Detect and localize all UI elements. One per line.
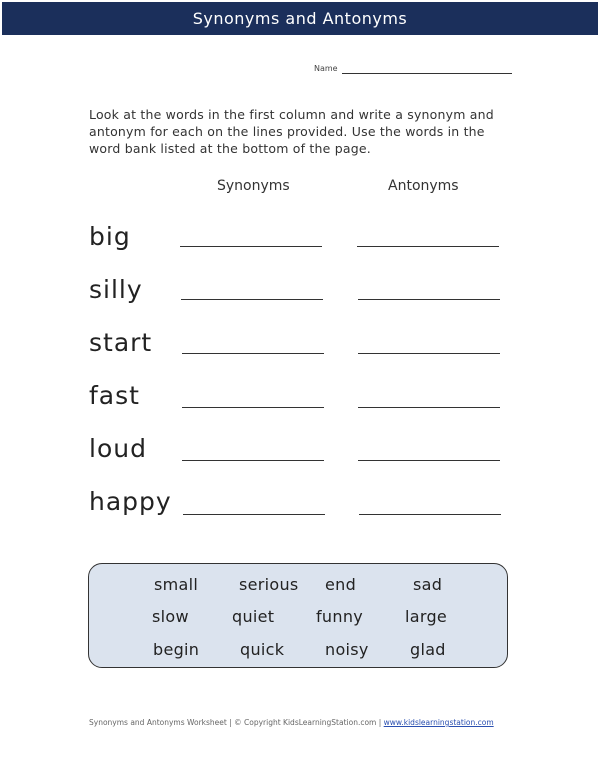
synonym-line-loud (182, 460, 324, 461)
footer-link[interactable]: www.kidslearningstation.com (383, 718, 494, 727)
bank-word-large: large (405, 607, 448, 626)
bank-word-funny: funny (316, 607, 364, 626)
footer (89, 718, 494, 727)
antonym-line-fast (358, 407, 500, 408)
bank-word-sad: sad (413, 575, 443, 594)
bank-word-quiet: quiet (232, 607, 275, 626)
bank-word-end: end (325, 575, 357, 594)
antonym-line-happy (359, 514, 501, 515)
antonym-line-silly (358, 299, 500, 300)
bank-word-slow: slow (152, 607, 189, 626)
synonym-line-silly (181, 299, 323, 300)
name-line (342, 73, 512, 74)
word-fast: fast (89, 381, 140, 410)
footer-copyright: Synonyms and Antonyms Worksheet | © Copyright KidsLearningStation.com | (89, 718, 384, 727)
word-happy: happy (89, 487, 172, 516)
synonym-line-start (182, 353, 324, 354)
instructions: Look at the words in the first column and write a synonym and antonym for each on the lines provided. Use the words in the word bank listed at the bottom of the page. (89, 107, 494, 156)
word-big: big (89, 222, 131, 251)
name-label: Name (314, 64, 338, 73)
synonym-line-big (180, 246, 322, 247)
antonym-line-big (357, 246, 499, 247)
worksheet-title: Synonyms and Antonyms (2, 2, 598, 35)
bank-word-quick: quick (240, 640, 285, 659)
synonyms-column-header: Synonyms (217, 178, 290, 194)
word-silly: silly (89, 275, 143, 304)
bank-word-begin: begin (153, 640, 200, 659)
synonym-line-happy (183, 514, 325, 515)
antonyms-column-header: Antonyms (388, 178, 459, 194)
bank-word-small: small (154, 575, 199, 594)
bank-word-noisy: noisy (325, 640, 369, 659)
antonym-line-start (358, 353, 500, 354)
word-bank (88, 563, 508, 668)
bank-word-glad: glad (410, 640, 446, 659)
word-loud: loud (89, 434, 147, 463)
word-start: start (89, 328, 153, 357)
antonym-line-loud (358, 460, 500, 461)
bank-word-serious: serious (239, 575, 299, 594)
synonym-line-fast (182, 407, 324, 408)
